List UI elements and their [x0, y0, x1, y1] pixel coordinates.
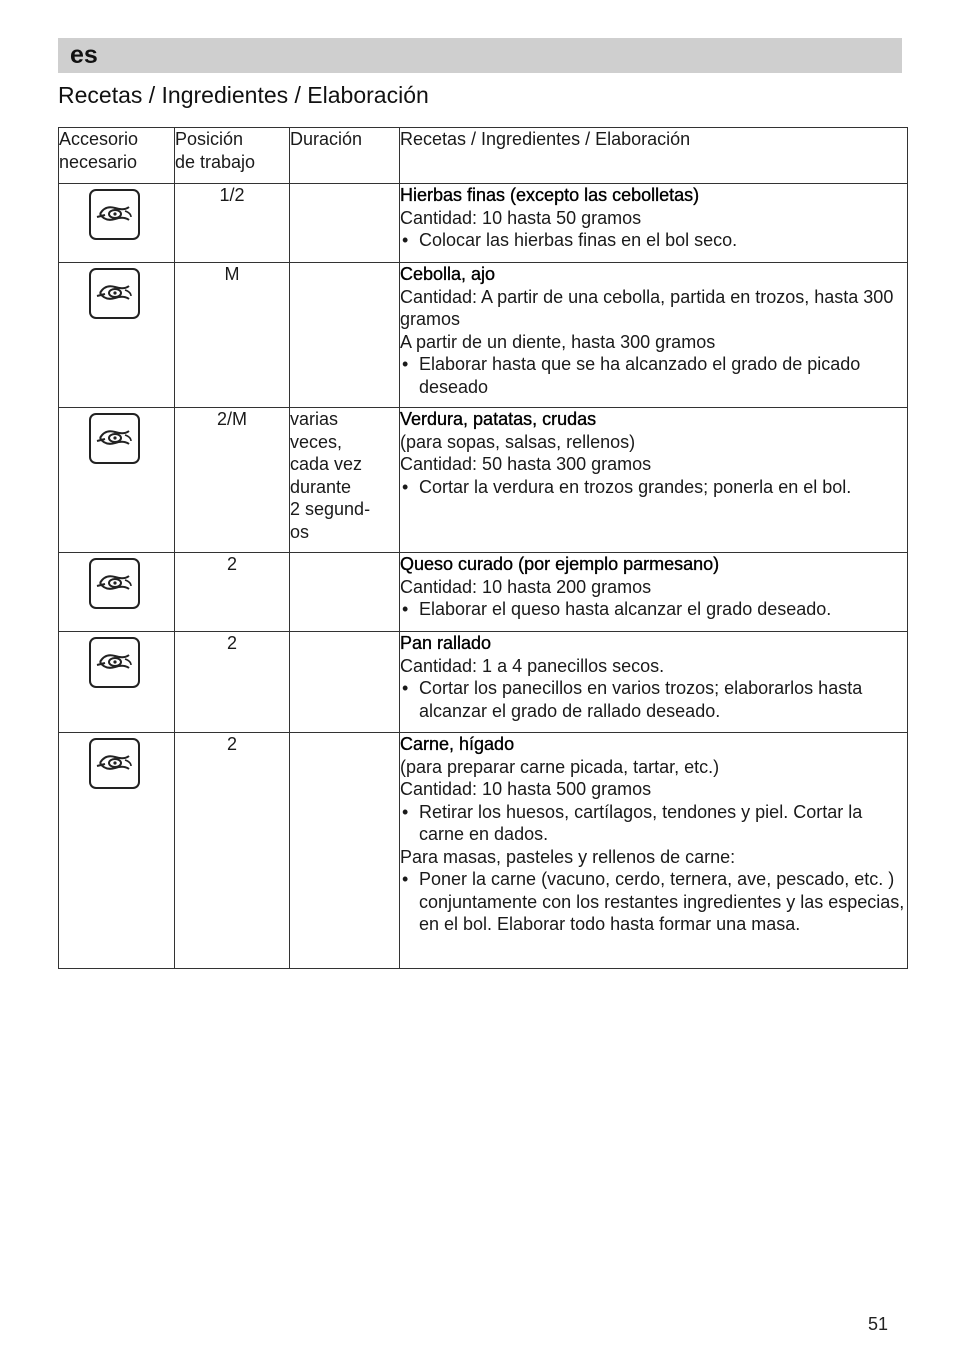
- header-position-line: Posición: [175, 129, 244, 149]
- header-accessory-line: necesario: [59, 151, 138, 172]
- duration-cell: [290, 184, 400, 263]
- chopping-blade-icon: [89, 189, 140, 240]
- table-header-row: [59, 128, 908, 184]
- recipe-line: Cantidad: 10 hasta 200 gramos: [400, 576, 652, 597]
- position-cell: M: [175, 263, 290, 408]
- page-number: 51: [868, 1314, 889, 1334]
- duration-line: veces,: [290, 431, 343, 452]
- recipe-line: (para sopas, salsas, rellenos): [400, 431, 636, 452]
- accessory-cell: [59, 408, 175, 553]
- recipe-bullet: • Cortar la verdura en trozos grandes; ponerla en el bol.: [400, 476, 907, 499]
- language-bar: [58, 38, 902, 73]
- duration-cell: [290, 408, 400, 553]
- recipe-cell: [400, 733, 908, 969]
- accessory-cell: [59, 553, 175, 632]
- header-duration: Duración: [290, 128, 400, 184]
- chopping-blade-icon: [89, 637, 140, 688]
- recipe-cell: [400, 408, 908, 553]
- duration-line: 2 segund-: [290, 499, 371, 519]
- recipe-line: Cantidad: 10 hasta 500 gramos: [400, 779, 652, 799]
- header-recipes: Recetas / Ingredientes / Elaboración: [400, 128, 908, 184]
- duration-line: durante: [290, 476, 352, 497]
- duration-cell: [290, 553, 400, 632]
- header-position-line: de trabajo: [175, 151, 256, 172]
- position-cell: 2: [175, 632, 290, 733]
- duration-cell: [290, 263, 400, 408]
- recipe-name: Pan rallado: [400, 633, 492, 653]
- recipe-bullet: • Poner la carne (vacuno, cerdo, ternera, ave, pescado, etc. ) conjuntamente con los restantes ingredientes y las especias, en el bol. Elaborar todo hasta formar una masa.: [400, 868, 907, 936]
- table-row: [59, 632, 908, 733]
- duration-line: varias: [290, 409, 339, 429]
- recipe-bullet: • Elaborar el queso hasta alcanzar el grado deseado.: [400, 598, 907, 621]
- recipe-line: Cantidad: 50 hasta 300 gramos: [400, 454, 652, 474]
- accessory-cell: [59, 263, 175, 408]
- recipe-name: Queso curado (por ejemplo parmesano): [400, 554, 720, 574]
- recipe-line: Cantidad: A partir de una cebolla, partida en trozos, hasta 300 gramos: [400, 286, 894, 329]
- recipe-line: (para preparar carne picada, tartar, etc.): [400, 756, 720, 777]
- recipe-bullet: • Retirar los huesos, cartílagos, tendones y piel. Cortar la carne en dados.: [400, 801, 907, 846]
- chopping-blade-icon: [89, 413, 140, 464]
- duration-line: cada vez: [290, 454, 363, 474]
- accessory-cell: [59, 733, 175, 969]
- recipe-line: A partir de un diente, hasta 300 gramos: [400, 331, 716, 352]
- position-cell: 2/M: [175, 408, 290, 553]
- position-cell: 1/2: [175, 184, 290, 263]
- position-cell: 2: [175, 553, 290, 632]
- duration-cell: [290, 632, 400, 733]
- header-accessory: [59, 128, 175, 184]
- recipe-line: Cantidad: 10 hasta 50 gramos: [400, 207, 642, 228]
- table-row: [59, 263, 908, 408]
- recipe-name: Verdura, patatas, crudas: [400, 409, 597, 429]
- header-position: [175, 128, 290, 184]
- recipe-cell: [400, 553, 908, 632]
- page-title: Recetas / Ingredientes / Elaboración: [58, 82, 429, 108]
- recipe-name: Cebolla, ajo: [400, 264, 496, 284]
- duration-cell: [290, 733, 400, 969]
- recipe-cell: [400, 263, 908, 408]
- duration-line: os: [290, 521, 310, 542]
- language-code: es: [70, 41, 98, 69]
- recipe-name: Hierbas finas (excepto las cebolletas): [400, 185, 700, 205]
- recipe-line: Cantidad: 1 a 4 panecillos secos.: [400, 655, 665, 676]
- recipe-bullet: • Colocar las hierbas finas en el bol seco.: [400, 229, 907, 252]
- table-row: [59, 733, 908, 969]
- table-row: [59, 553, 908, 632]
- header-accessory-line: Accesorio: [59, 129, 139, 149]
- table-row: [59, 184, 908, 263]
- chopping-blade-icon: [89, 738, 140, 789]
- recipe-bullet: • Cortar los panecillos en varios trozos; elaborarlos hasta alcanzar el grado de rallado deseado.: [400, 677, 907, 722]
- recipe-line: Para masas, pasteles y rellenos de carne:: [400, 846, 736, 867]
- accessory-cell: [59, 184, 175, 263]
- position-cell: 2: [175, 733, 290, 969]
- chopping-blade-icon: [89, 268, 140, 319]
- recipe-name: Carne, hígado: [400, 734, 515, 754]
- recipes-table: [58, 127, 908, 969]
- accessory-cell: [59, 632, 175, 733]
- recipe-bullet: • Elaborar hasta que se ha alcanzado el grado de picado deseado: [400, 353, 907, 398]
- table-row: [59, 408, 908, 553]
- chopping-blade-icon: [89, 558, 140, 609]
- recipe-cell: [400, 184, 908, 263]
- recipe-cell: [400, 632, 908, 733]
